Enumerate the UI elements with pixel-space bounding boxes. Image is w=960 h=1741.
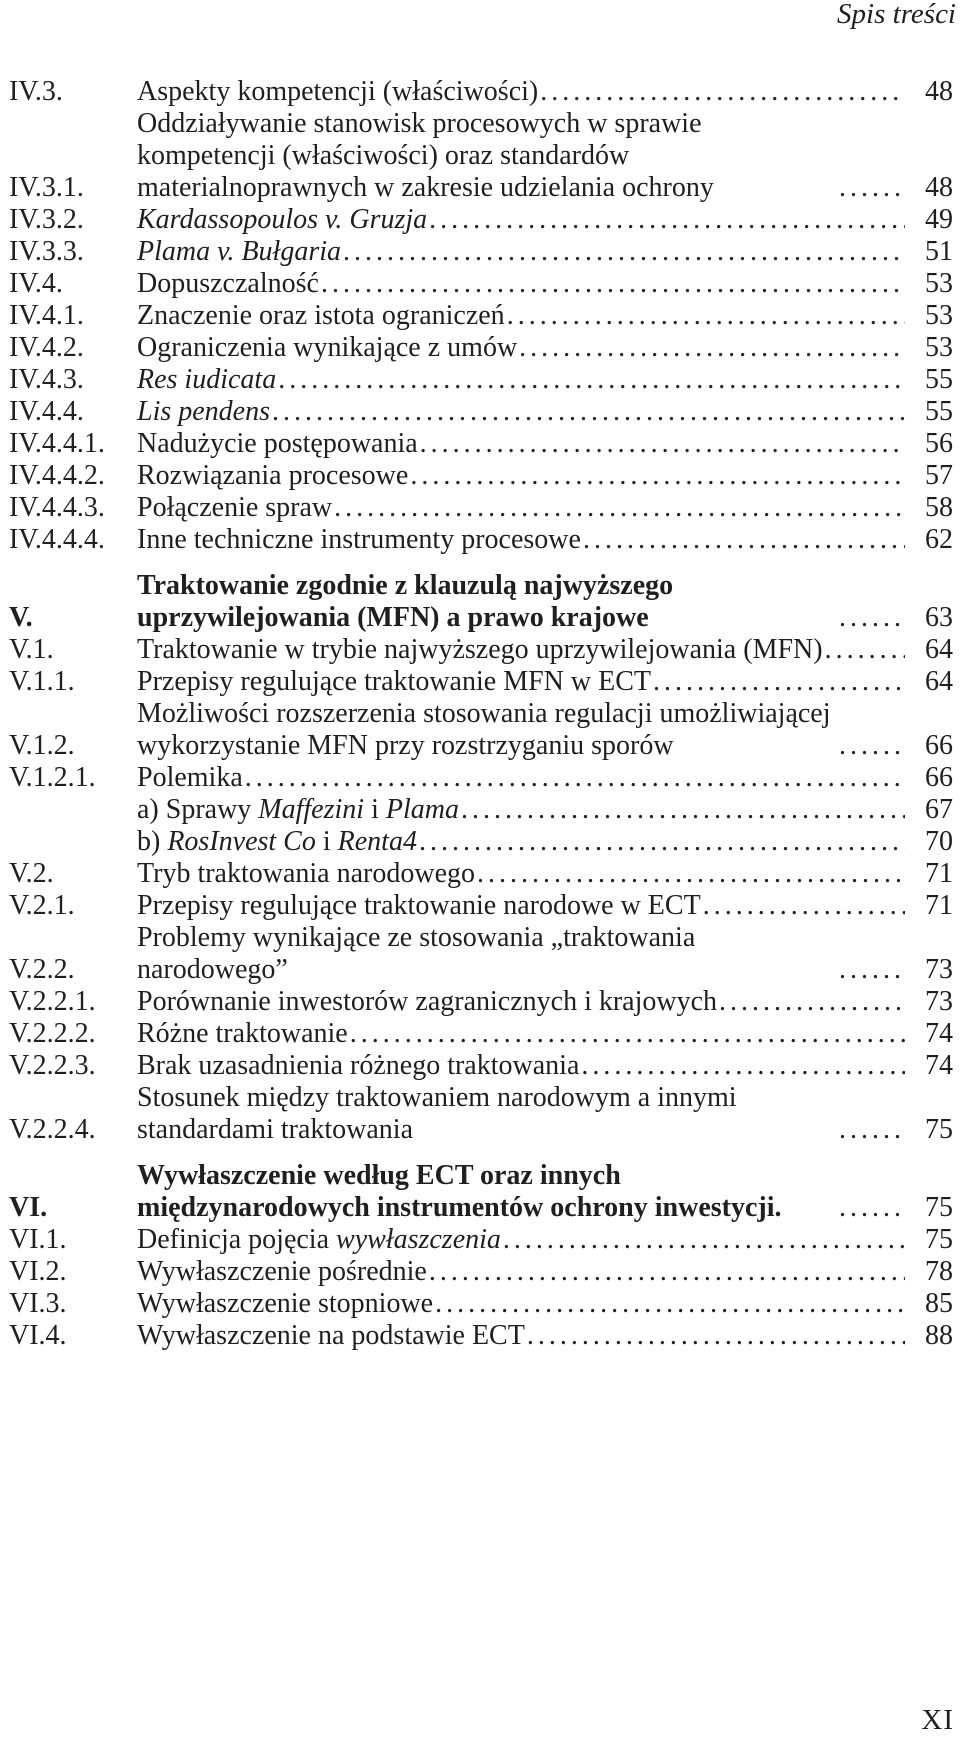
toc-entry	[9, 666, 953, 698]
toc-entry-number: IV.4.1.	[9, 300, 84, 331]
page-folio: XI	[921, 1704, 954, 1736]
toc-entry-number: V.2.2.	[9, 954, 75, 985]
toc-title-part: Renta4	[337, 826, 417, 857]
toc-entry-title	[137, 634, 911, 666]
toc-entry-title	[137, 666, 911, 698]
dot-leader	[410, 460, 905, 492]
toc-entry	[9, 1160, 953, 1224]
dot-leader	[429, 1256, 905, 1288]
toc-entry-page: 70	[925, 826, 953, 857]
toc-entry-title	[137, 762, 911, 794]
toc-entry-title-text	[137, 794, 459, 826]
toc-entry	[9, 858, 953, 890]
toc-entry-title	[137, 460, 911, 492]
toc-entry-title-text: Dopuszczalność	[137, 268, 319, 299]
toc-entry-title-text: Oddziaływanie stanowisk procesowych w sprawie kompetencji (właściwości) oraz standardów materialnoprawnych w zakresie udzielania ochrony	[137, 108, 714, 203]
toc-title-part: a) Sprawy	[137, 794, 259, 825]
toc-entry-page: 71	[925, 890, 953, 921]
dot-leader	[839, 1192, 905, 1224]
dot-leader	[839, 172, 905, 204]
toc-entry	[9, 1050, 953, 1082]
toc-entry-page: 62	[925, 524, 953, 555]
dot-leader	[719, 986, 905, 1018]
toc-entry-title	[137, 826, 911, 858]
toc-entry-title	[137, 1288, 911, 1320]
toc-entry-title	[137, 1082, 911, 1146]
toc-entry	[9, 300, 953, 332]
toc-entry-title-text: Możliwości rozszerzenia stosowania regulacji umożliwiającej wykorzystanie MFN przy rozstrzyganiu sporów	[137, 698, 831, 761]
toc-entry	[9, 698, 953, 762]
toc-entry-title-text: Traktowanie w trybie najwyższego uprzywilejowania (MFN)	[137, 634, 823, 665]
toc-entry-title	[137, 1320, 911, 1352]
toc-entry	[9, 634, 953, 666]
toc-entry-number: V.1.2.1.	[9, 762, 96, 793]
toc-entry	[9, 570, 953, 634]
toc-entry-number: V.2.	[9, 858, 54, 889]
dot-leader	[420, 428, 905, 460]
toc-entry	[9, 204, 953, 236]
toc-entry	[9, 1224, 953, 1256]
toc-entry-title	[137, 1050, 911, 1082]
dot-leader	[272, 396, 905, 428]
toc-entry	[9, 1082, 953, 1146]
dot-leader	[321, 268, 905, 300]
dot-leader	[583, 524, 905, 556]
toc-entry-title-text: Rozwiązania procesowe	[137, 460, 409, 491]
toc-title-part: i	[364, 794, 386, 825]
toc-entry-title-text: Ograniczenia wynikające z umów	[137, 332, 518, 363]
toc-entry-number: V.1.2.	[9, 730, 75, 761]
toc-entry-title-text: Traktowanie zgodnie z klauzulą najwyższego uprzywilejowania (MFN) a prawo krajowe	[137, 570, 674, 633]
toc-entry-title	[137, 268, 911, 300]
table-of-contents	[9, 76, 953, 1352]
toc-entry-title-text: Tryb traktowania narodowego	[137, 858, 476, 889]
dot-leader	[540, 76, 905, 108]
toc-entry-title-text	[137, 1224, 501, 1256]
toc-entry-page: 64	[925, 666, 953, 697]
dot-leader	[653, 666, 905, 698]
toc-title-part: Definicja pojęcia	[137, 1224, 337, 1255]
toc-entry-title-text: Problemy wynikające ze stosowania „traktowania narodowego”	[137, 922, 696, 985]
toc-entry-title	[137, 76, 911, 108]
toc-entry-number: IV.4.4.2.	[9, 460, 105, 491]
toc-entry	[9, 762, 953, 794]
toc-entry-title	[137, 1256, 911, 1288]
toc-entry	[9, 1256, 953, 1288]
toc-entry-title-text: Wywłaszczenie na podstawie ECT	[137, 1320, 525, 1351]
toc-entry-number: V.2.2.3.	[9, 1050, 96, 1081]
toc-entry-page: 71	[925, 858, 953, 889]
toc-entry	[9, 492, 953, 524]
dot-leader	[507, 300, 905, 332]
toc-entry-title	[137, 428, 911, 460]
toc-entry-number: V.1.	[9, 634, 54, 665]
toc-entry-title	[137, 204, 911, 236]
toc-entry-title-text: Różne traktowanie	[137, 1018, 348, 1049]
toc-entry-title	[137, 300, 911, 332]
toc-entry-page: 66	[925, 730, 953, 761]
toc-entry-number: V.2.2.2.	[9, 1018, 96, 1049]
toc-entry-title-text: Wywłaszczenie stopniowe	[137, 1288, 434, 1319]
toc-title-part: i	[315, 826, 338, 857]
toc-entry-page: 51	[925, 236, 953, 267]
toc-entry-number: IV.4.2.	[9, 332, 84, 363]
toc-entry	[9, 1320, 953, 1352]
toc-entry-number: IV.3.3.	[9, 236, 84, 267]
toc-entry	[9, 794, 953, 826]
toc-entry	[9, 364, 953, 396]
toc-entry-title-text: Wywłaszczenie pośrednie	[137, 1256, 427, 1287]
toc-entry-number: IV.4.4.1.	[9, 428, 105, 459]
toc-entry-title-text: Stosunek między traktowaniem narodowym a innymi standardami traktowania	[137, 1082, 737, 1145]
toc-entry-title	[137, 858, 911, 890]
toc-entry-title-text: Kardassopoulos v. Gruzja	[137, 204, 428, 235]
dot-leader	[343, 236, 905, 268]
toc-entry	[9, 826, 953, 858]
toc-entry-page: 74	[925, 1050, 953, 1081]
toc-entry-title-text: Przepisy regulujące traktowanie MFN w ECT	[137, 666, 651, 697]
toc-entry-title	[137, 794, 911, 826]
toc-entry-page: 64	[925, 634, 953, 665]
toc-entry-title	[137, 1018, 911, 1050]
dot-leader	[435, 1288, 905, 1320]
toc-entry-number: IV.4.3.	[9, 364, 84, 395]
toc-entry-title	[137, 890, 911, 922]
toc-entry-title-text: Brak uzasadnienia różnego traktowania	[137, 1050, 580, 1081]
dot-leader	[429, 204, 905, 236]
dot-leader	[527, 1320, 905, 1352]
toc-entry-page: 85	[925, 1288, 953, 1319]
toc-entry-page: 73	[925, 986, 953, 1017]
dot-leader	[278, 364, 905, 396]
dot-leader	[503, 1224, 905, 1256]
toc-entry	[9, 922, 953, 986]
toc-entry-title	[137, 698, 911, 762]
toc-entry	[9, 396, 953, 428]
dot-leader	[477, 858, 905, 890]
toc-entry	[9, 428, 953, 460]
toc-entry-title	[137, 570, 911, 634]
toc-entry-page: 53	[925, 268, 953, 299]
toc-entry-page: 48	[925, 172, 953, 203]
toc-entry-title-text: Połączenie spraw	[137, 492, 333, 523]
toc-entry-page: 55	[925, 364, 953, 395]
toc-entry-page: 74	[925, 1018, 953, 1049]
toc-entry-page: 63	[925, 602, 953, 633]
dot-leader	[245, 762, 905, 794]
toc-title-part: Maffezini	[258, 794, 365, 825]
toc-entry-number: V.2.2.4.	[9, 1114, 96, 1145]
toc-entry-title	[137, 108, 911, 204]
toc-entry	[9, 986, 953, 1018]
toc-entry-title	[137, 364, 911, 396]
toc-entry-title	[137, 1224, 911, 1256]
toc-entry-page: 88	[925, 1320, 953, 1351]
toc-entry-title	[137, 524, 911, 556]
toc-entry-title	[137, 236, 911, 268]
toc-entry-number: IV.4.4.4.	[9, 524, 105, 555]
toc-entry-title-text: Porównanie inwestorów zagranicznych i krajowych	[137, 986, 718, 1017]
toc-entry-title-text: Plama v. Bułgaria	[137, 236, 342, 267]
toc-entry-number: V.2.2.1.	[9, 986, 96, 1017]
toc-entry-number: IV.3.2.	[9, 204, 84, 235]
toc-entry-page: 53	[925, 300, 953, 331]
toc-entry-number: VI.	[9, 1192, 48, 1223]
toc-entry-number: IV.3.1.	[9, 172, 84, 203]
toc-entry-page: 48	[925, 76, 953, 107]
toc-entry	[9, 268, 953, 300]
dot-leader	[825, 634, 905, 666]
toc-entry-page: 58	[925, 492, 953, 523]
toc-entry-title	[137, 986, 911, 1018]
toc-entry-title-text: Wywłaszczenie według ECT oraz innych międzynarodowych instrumentów ochrony inwestycji.	[137, 1160, 782, 1223]
toc-entry	[9, 76, 953, 108]
toc-entry-page: 75	[925, 1114, 953, 1145]
toc-entry-number: VI.2.	[9, 1256, 67, 1287]
toc-entry-page: 66	[925, 762, 953, 793]
dot-leader	[839, 1114, 905, 1146]
toc-entry-title	[137, 922, 911, 986]
toc-entry	[9, 108, 953, 204]
dot-leader	[839, 730, 905, 762]
toc-title-part: RosInvest Co	[167, 826, 316, 857]
toc-entry-page: 75	[925, 1224, 953, 1255]
toc-entry-title-text: Res iudicata	[137, 364, 277, 395]
toc-entry-page: 49	[925, 204, 953, 235]
dot-leader	[519, 332, 905, 364]
toc-entry-title-text: Nadużycie postępowania	[137, 428, 418, 459]
toc-entry	[9, 1018, 953, 1050]
toc-entry	[9, 460, 953, 492]
toc-entry	[9, 332, 953, 364]
toc-entry-title-text: Przepisy regulujące traktowanie narodowe w ECT	[137, 890, 701, 921]
dot-leader	[703, 890, 905, 922]
toc-title-part: wywłaszczenia	[336, 1224, 501, 1255]
toc-entry-page: 78	[925, 1256, 953, 1287]
toc-entry-page: 73	[925, 954, 953, 985]
running-header: Spis treści	[837, 0, 956, 30]
toc-entry-number: IV.4.4.	[9, 396, 84, 427]
toc-entry-page: 57	[925, 460, 953, 491]
dot-leader	[839, 954, 905, 986]
toc-entry-page: 53	[925, 332, 953, 363]
toc-entry-number: VI.3.	[9, 1288, 67, 1319]
toc-entry	[9, 236, 953, 268]
toc-entry	[9, 890, 953, 922]
toc-entry-title	[137, 1160, 911, 1224]
toc-title-part: Plama	[385, 794, 459, 825]
toc-entry-number: VI.1.	[9, 1224, 67, 1255]
toc-entry-page: 67	[925, 794, 953, 825]
toc-entry	[9, 1288, 953, 1320]
toc-entry-title-text: Inne techniczne instrumenty procesowe	[137, 524, 581, 555]
toc-title-part: b)	[137, 826, 168, 857]
toc-entry-title-text: Znaczenie oraz istota ograniczeń	[137, 300, 505, 331]
toc-entry-title-text: Aspekty kompetencji (właściwości)	[137, 76, 539, 107]
toc-entry-title	[137, 492, 911, 524]
toc-entry-page: 56	[925, 428, 953, 459]
toc-entry-title	[137, 396, 911, 428]
dot-leader	[581, 1050, 905, 1082]
toc-entry-number: V.2.1.	[9, 890, 75, 921]
dot-leader	[350, 1018, 905, 1050]
dot-leader	[839, 602, 905, 634]
toc-entry-title-text	[137, 826, 417, 858]
toc-entry-title-text: Polemika	[137, 762, 243, 793]
dot-leader	[419, 826, 905, 858]
toc-entry-number: VI.4.	[9, 1320, 67, 1351]
toc-entry-number: IV.4.	[9, 268, 63, 299]
toc-entry-title-text: Lis pendens	[137, 396, 270, 427]
toc-entry-number: IV.4.4.3.	[9, 492, 105, 523]
dot-leader	[461, 794, 905, 826]
toc-entry-number: IV.3.	[9, 76, 63, 107]
toc-entry-number: V.	[9, 602, 33, 633]
toc-entry	[9, 524, 953, 556]
toc-entry-page: 55	[925, 396, 953, 427]
dot-leader	[334, 492, 905, 524]
toc-entry-title	[137, 332, 911, 364]
toc-entry-number: V.1.1.	[9, 666, 75, 697]
toc-entry-page: 75	[925, 1192, 953, 1223]
